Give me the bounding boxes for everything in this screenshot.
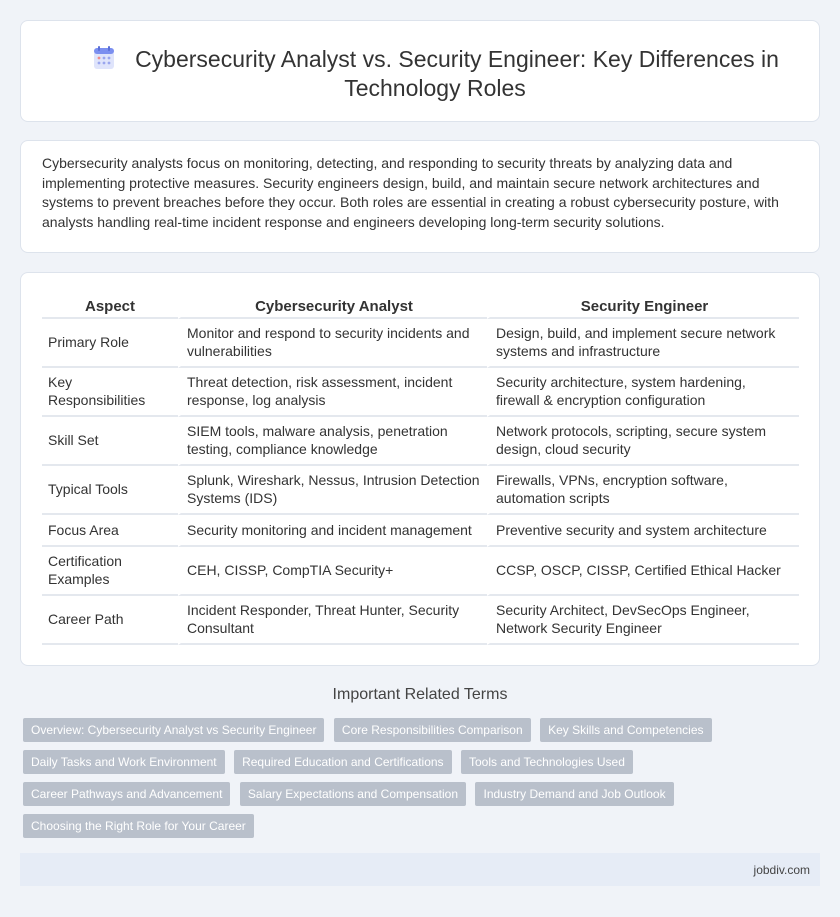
table-row — [42, 417, 799, 466]
related-term-tag[interactable]: Tools and Technologies Used — [461, 750, 633, 774]
aspect-cell: Certification Examples — [42, 547, 178, 596]
related-terms-heading: Important Related Terms — [332, 686, 508, 703]
footer-bar — [20, 853, 820, 886]
intro-paragraph: Cybersecurity analysts focus on monitoring, detecting, and responding to security threats by analyzing data and implementing protective measures. Security engineers design, build, and maintain secure network architectures and systems to prevent breaches before they occur. Both roles are essential in creating a robust cybersecurity posture, with analysts handling real-time incident response and engineers developing long-term security solutions. — [42, 155, 779, 230]
engineer-cell: CCSP, OSCP, CISSP, Certified Ethical Hacker — [487, 547, 799, 596]
related-term-tag[interactable]: Daily Tasks and Work Environment — [23, 750, 225, 774]
table-header-row — [42, 297, 799, 319]
header-engineer: Security Engineer — [487, 297, 799, 319]
related-term-tag[interactable]: Industry Demand and Job Outlook — [475, 782, 673, 806]
related-term-tag[interactable]: Overview: Cybersecurity Analyst vs Security Engineer — [23, 718, 324, 742]
aspect-cell: Key Responsibilities — [42, 368, 178, 417]
related-terms-list — [23, 718, 723, 846]
page-title-text: Cybersecurity Analyst vs. Security Engineer: Key Differences in Technology Roles — [135, 46, 779, 101]
footer-site-link[interactable]: jobdiv.com — [753, 863, 810, 877]
related-term-tag[interactable]: Salary Expectations and Compensation — [240, 782, 466, 806]
table-row — [42, 368, 799, 417]
related-term-tag[interactable]: Key Skills and Competencies — [540, 718, 711, 742]
engineer-cell: Network protocols, scripting, secure system design, cloud security — [487, 417, 799, 466]
analyst-cell: SIEM tools, malware analysis, penetration testing, compliance knowledge — [178, 417, 487, 466]
intro-card — [20, 140, 820, 253]
document-icon — [91, 45, 117, 71]
analyst-cell: Incident Responder, Threat Hunter, Security Consultant — [178, 596, 487, 645]
related-term-tag[interactable]: Core Responsibilities Comparison — [334, 718, 531, 742]
page-title — [81, 45, 789, 103]
comparison-table — [42, 297, 799, 645]
aspect-cell: Focus Area — [42, 515, 178, 547]
aspect-cell: Typical Tools — [42, 466, 178, 515]
aspect-cell: Career Path — [42, 596, 178, 645]
analyst-cell: CEH, CISSP, CompTIA Security+ — [178, 547, 487, 596]
aspect-cell: Skill Set — [42, 417, 178, 466]
header-analyst: Cybersecurity Analyst — [178, 297, 487, 319]
table-row — [42, 547, 799, 596]
table-row — [42, 596, 799, 645]
header-aspect: Aspect — [42, 297, 178, 319]
analyst-cell: Security monitoring and incident management — [178, 515, 487, 547]
engineer-cell: Preventive security and system architecture — [487, 515, 799, 547]
analyst-cell: Monitor and respond to security incidents and vulnerabilities — [178, 319, 487, 368]
related-term-tag[interactable]: Required Education and Certifications — [234, 750, 451, 774]
analyst-cell: Splunk, Wireshark, Nessus, Intrusion Detection Systems (IDS) — [178, 466, 487, 515]
engineer-cell: Security Architect, DevSecOps Engineer, Network Security Engineer — [487, 596, 799, 645]
engineer-cell: Security architecture, system hardening, firewall & encryption configuration — [487, 368, 799, 417]
related-term-tag[interactable]: Choosing the Right Role for Your Career — [23, 814, 254, 838]
related-term-tag[interactable]: Career Pathways and Advancement — [23, 782, 230, 806]
analyst-cell: Threat detection, risk assessment, incident response, log analysis — [178, 368, 487, 417]
engineer-cell: Firewalls, VPNs, encryption software, automation scripts — [487, 466, 799, 515]
table-row — [42, 515, 799, 547]
header-card — [20, 20, 820, 122]
aspect-cell: Primary Role — [42, 319, 178, 368]
comparison-table-card — [20, 272, 820, 666]
table-row — [42, 466, 799, 515]
engineer-cell: Design, build, and implement secure network systems and infrastructure — [487, 319, 799, 368]
table-row — [42, 319, 799, 368]
